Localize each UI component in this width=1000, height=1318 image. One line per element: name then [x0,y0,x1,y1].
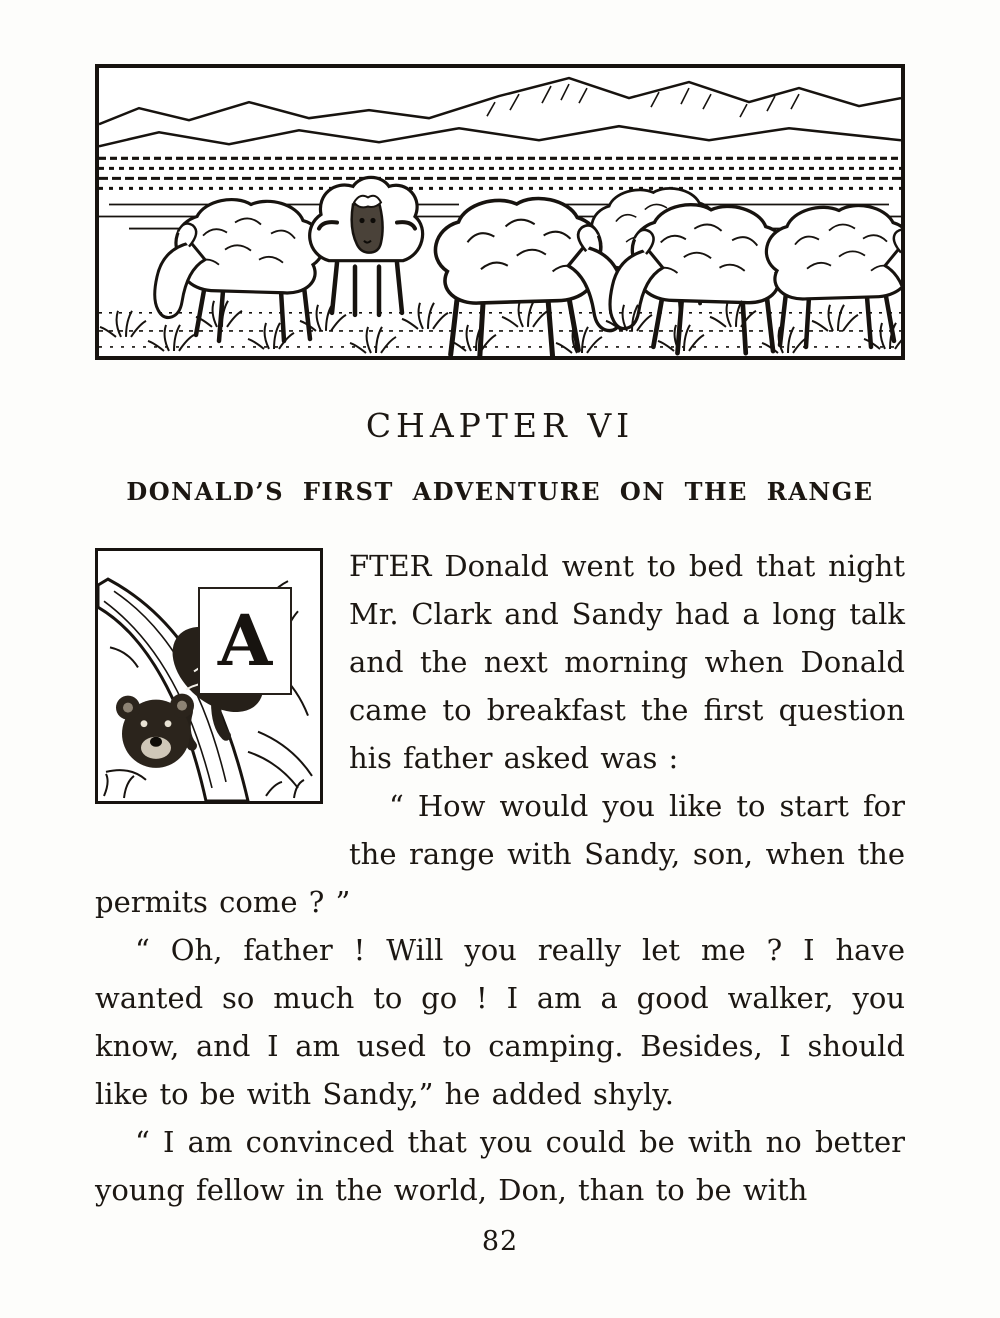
sheep-plate-illustration [95,64,905,360]
dropcap-illustration [95,548,323,804]
chapter-subtitle: DONALD’S FIRST ADVENTURE ON THE RANGE [126,477,874,506]
chapter-title: CHAPTER VI [365,406,635,445]
dropcap-letter: A [198,587,292,695]
page-number: 82 [481,1226,519,1257]
paragraph: FTER Donald went to bed that night Mr. Clark and Sandy had a long talk and the next morning when Donald came to breakfast the first question his father asked was : [349,549,905,775]
paragraph: “ Oh, father ! Will you really let me ? I have wanted so much to go ! I am a good walker, you know, and I am used to camping. Besides, I should like to be with Sandy,” he added shyly. [95,933,905,1111]
sheep-grazing-scene-image [99,68,901,356]
body-text [95,542,905,1214]
paragraph: “ How would you like to start for the range with Sandy, son, when the permits come ? ” [95,789,905,919]
paragraph: “ I am convinced that you could be with no better young fellow in the world, Don, than to be with [95,1125,905,1207]
